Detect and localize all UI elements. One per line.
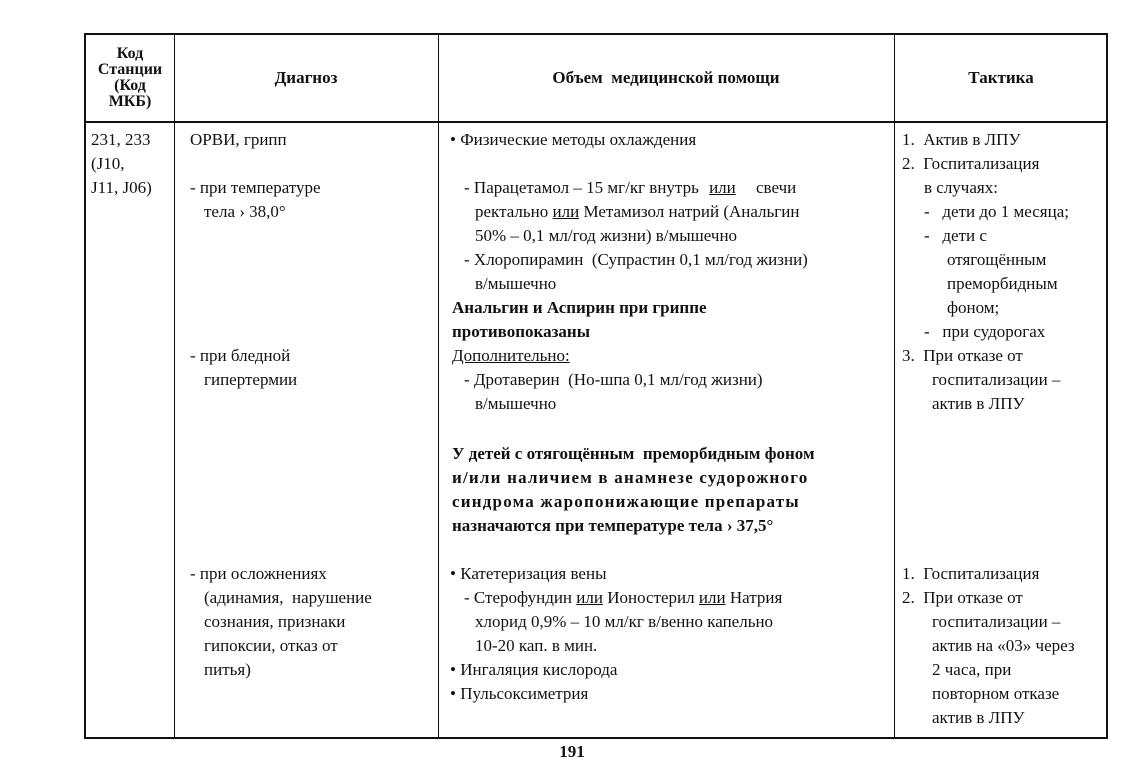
care-drotaverine: в/мышечно [475, 394, 557, 413]
sterofundin-text: Ионостерил [607, 588, 695, 607]
tactics-item: фоном; [947, 298, 1000, 317]
tactics-item: актив на «03» через [932, 636, 1075, 655]
tactics-item: отягощённым [947, 250, 1047, 269]
tactics-item: 2. Госпитализация [902, 154, 1040, 173]
tactics-item: 2. При отказе от [902, 588, 1023, 607]
header-code-line: Код [116, 45, 144, 62]
care-drotaverine: - Дротаверин (Но-шпа 0,1 мл/год жизни) [464, 370, 763, 389]
tactics-item: актив в ЛПУ [932, 708, 1025, 727]
tactics-item: - дети до 1 месяца; [924, 202, 1069, 221]
tactics-item: 3. При отказе от [902, 346, 1023, 365]
diagnosis-complications: гипоксии, отказ от [204, 636, 338, 655]
header-code-line: МКБ) [108, 93, 152, 110]
care-note: синдрома жаропонижающие препараты [452, 492, 800, 511]
tactics-item: - дети с [924, 226, 987, 245]
care-sterofundin [464, 586, 782, 610]
care-catheterization: • Катетеризация вены [450, 564, 607, 583]
tactics-item: актив в ЛПУ [932, 394, 1025, 413]
care-sterofundin: хлорид 0,9% – 10 мл/кг в/венно капельно [475, 612, 774, 631]
or-underlined: или [552, 202, 580, 221]
diagnosis-complications: питья) [204, 660, 251, 679]
diagnosis-main: ОРВИ, грипп [190, 130, 287, 149]
care-chloropyramine: в/мышечно [475, 274, 557, 293]
or-underlined: или [698, 588, 726, 607]
header-divider [86, 121, 1106, 123]
code-line: 231, 233 [91, 130, 151, 149]
header-code-line: Станции [97, 61, 163, 78]
care-warning: противопоказаны [452, 322, 590, 341]
care-note: У детей с отягощённым преморбидным фоном [452, 444, 815, 463]
paracetamol-text: Метамизол натрий (Анальгин [583, 202, 800, 221]
column-divider [438, 35, 439, 737]
tactics-item: в случаях: [924, 178, 998, 197]
tactics-item: преморбидным [947, 274, 1058, 293]
header-diagnosis: Диагноз [274, 68, 338, 87]
header-care: Объем медицинской помощи [552, 68, 780, 87]
diagnosis-temp: - при температуре [190, 178, 321, 197]
column-divider [174, 35, 175, 737]
care-note: назначаются при температуре тела › 37,5° [452, 516, 774, 535]
diagnosis-pale: гипертермии [204, 370, 298, 389]
code-line: (J10, [91, 154, 125, 173]
page-number: 191 [559, 742, 585, 761]
tactics-item: госпитализации – [932, 612, 1061, 631]
care-paracetamol [464, 176, 796, 200]
diagnosis-complications: - при осложнениях [190, 564, 327, 583]
care-note: и/или наличием в анамнезе судорожного [452, 468, 809, 487]
tactics-item: госпитализации – [932, 370, 1061, 389]
paracetamol-text: ректально [475, 202, 549, 221]
diagnosis-complications: сознания, признаки [204, 612, 346, 631]
care-oxygen: • Ингаляция кислорода [450, 660, 618, 679]
care-paracetamol: 50% – 0,1 мл/год жизни) в/мышечно [475, 226, 738, 245]
paracetamol-text: - Парацетамол – 15 мг/кг внутрь [464, 178, 699, 197]
protocol-table [84, 33, 1108, 739]
header-tactics: Тактика [968, 68, 1034, 87]
tactics-item: 1. Актив в ЛПУ [902, 130, 1021, 149]
tactics-item: - при судорогах [924, 322, 1046, 341]
tactics-item: 2 часа, при [932, 660, 1012, 679]
care-paracetamol [475, 200, 799, 224]
header-code [86, 35, 174, 121]
diagnosis-temp: тела › 38,0° [204, 202, 286, 221]
care-warning: Анальгин и Аспирин при гриппе [452, 298, 707, 317]
or-underlined: или [576, 588, 603, 607]
sterofundin-text: - Стерофундин [464, 588, 573, 607]
care-pulse-oximetry: • Пульсоксиметрия [450, 684, 589, 703]
paracetamol-text: свечи [756, 178, 797, 197]
code-line: J11, J06) [91, 178, 152, 197]
header-code-line: (Код [114, 77, 146, 94]
care-chloropyramine: - Хлоропирамин (Супрастин 0,1 мл/год жизни) [464, 250, 808, 269]
column-divider [894, 35, 895, 737]
tactics-item: повторном отказе [932, 684, 1060, 703]
tactics-item: 1. Госпитализация [902, 564, 1040, 583]
or-underlined: или [709, 178, 736, 197]
diagnosis-pale: - при бледной [190, 346, 291, 365]
diagnosis-complications: (адинамия, нарушение [204, 588, 372, 607]
care-physical: • Физические методы охлаждения [450, 130, 697, 149]
care-additional: Дополнительно: [452, 346, 570, 365]
care-sterofundin: 10-20 кап. в мин. [475, 636, 598, 655]
sterofundin-text: Натрия [729, 588, 783, 607]
